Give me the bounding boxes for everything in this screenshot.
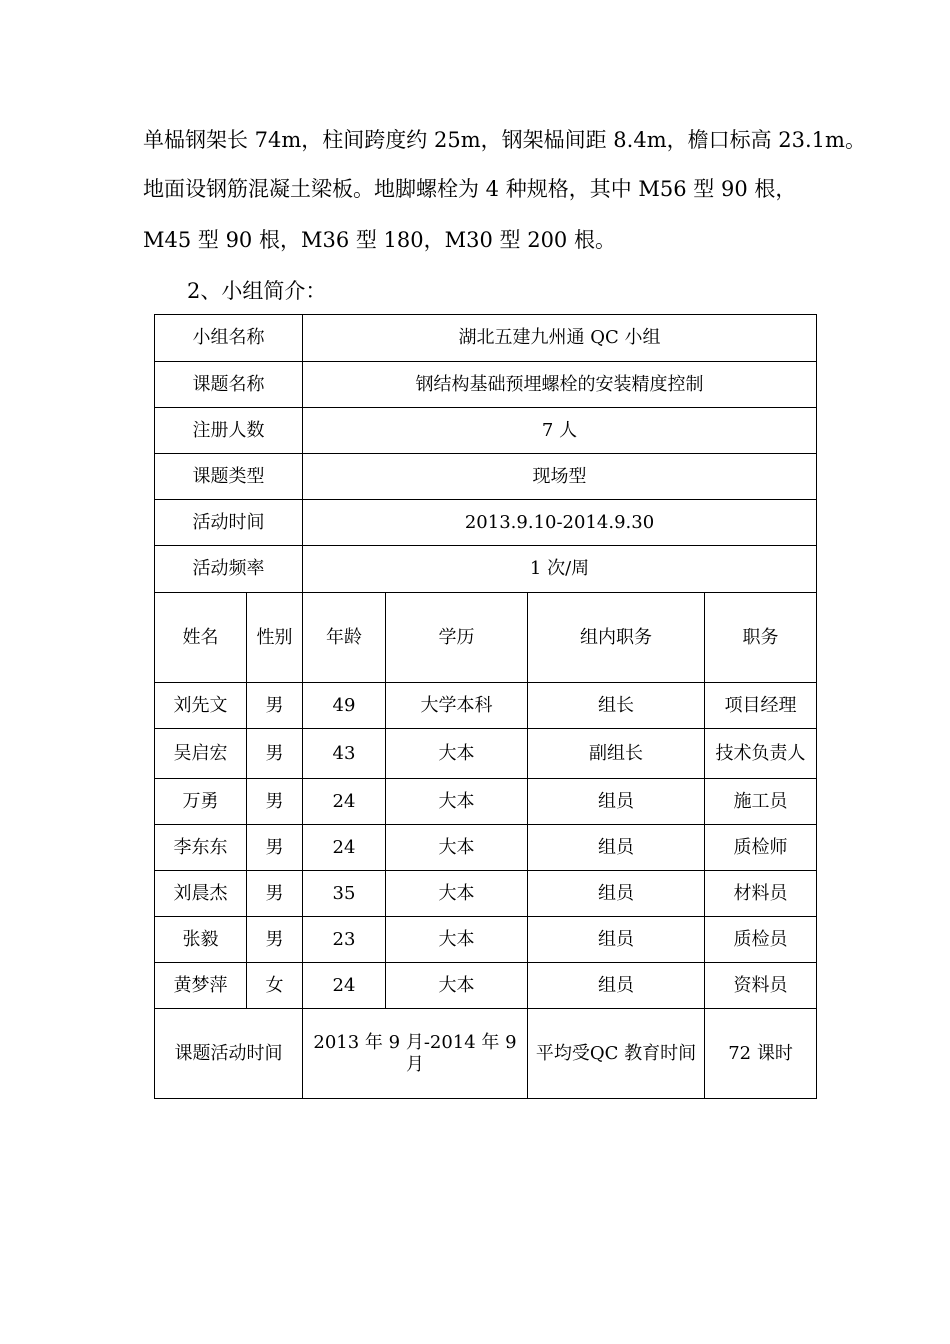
member-position: 材料员 <box>705 871 817 917</box>
info-value: 现场型 <box>303 454 817 500</box>
column-header: 年龄 <box>303 593 386 683</box>
member-name: 刘先文 <box>155 683 247 729</box>
section-heading: 2、小组简介： <box>187 279 327 303</box>
member-name: 李东东 <box>155 825 247 871</box>
activity-period-label: 课题活动时间 <box>155 1009 303 1099</box>
member-education: 大本 <box>386 825 528 871</box>
intro-paragraph-line-2: 地面设钢筋混凝土梁板。地脚螺栓为 4 种规格，其中 M56 型 90 根， <box>143 177 797 201</box>
info-value: 2013.9.10-2014.9.30 <box>303 500 817 546</box>
member-group-role: 组员 <box>528 963 705 1009</box>
member-group-role: 组长 <box>528 683 705 729</box>
info-row <box>155 315 817 362</box>
column-header: 职务 <box>705 593 817 683</box>
summary-row <box>155 1009 817 1099</box>
member-name: 万勇 <box>155 779 247 825</box>
info-row <box>155 546 817 593</box>
member-row <box>155 729 817 779</box>
member-education: 大本 <box>386 963 528 1009</box>
member-education: 大本 <box>386 871 528 917</box>
info-value: 7 人 <box>303 408 817 454</box>
info-label: 课题名称 <box>155 362 303 408</box>
activity-period-value: 2013 年 9 月-2014 年 9 月 <box>303 1009 528 1099</box>
member-age: 24 <box>303 779 386 825</box>
member-group-role: 副组长 <box>528 729 705 779</box>
member-name: 刘晨杰 <box>155 871 247 917</box>
member-age: 43 <box>303 729 386 779</box>
member-group-role: 组员 <box>528 825 705 871</box>
info-label: 活动时间 <box>155 500 303 546</box>
column-header: 性别 <box>247 593 303 683</box>
info-row <box>155 500 817 546</box>
member-gender: 男 <box>247 917 303 963</box>
info-value: 钢结构基础预埋螺栓的安装精度控制 <box>303 362 817 408</box>
member-education: 大学本科 <box>386 683 528 729</box>
member-age: 24 <box>303 963 386 1009</box>
info-value: 1 次/周 <box>303 546 817 593</box>
member-age: 49 <box>303 683 386 729</box>
member-header-row <box>155 593 817 683</box>
member-gender: 男 <box>247 683 303 729</box>
member-gender: 女 <box>247 963 303 1009</box>
info-label: 注册人数 <box>155 408 303 454</box>
member-position: 质检员 <box>705 917 817 963</box>
member-name: 吴启宏 <box>155 729 247 779</box>
info-row <box>155 408 817 454</box>
member-age: 23 <box>303 917 386 963</box>
member-row <box>155 683 817 729</box>
member-position: 技术负责人 <box>705 729 817 779</box>
member-gender: 男 <box>247 825 303 871</box>
intro-paragraph-line-3: M45 型 90 根，M36 型 180，M30 型 200 根。 <box>143 228 616 252</box>
member-group-role: 组员 <box>528 779 705 825</box>
member-age: 35 <box>303 871 386 917</box>
qc-group-table <box>154 314 817 1099</box>
member-position: 资料员 <box>705 963 817 1009</box>
member-age: 24 <box>303 825 386 871</box>
info-value: 湖北五建九州通 QC 小组 <box>303 315 817 362</box>
member-position: 施工员 <box>705 779 817 825</box>
info-row <box>155 454 817 500</box>
member-row <box>155 871 817 917</box>
member-education: 大本 <box>386 917 528 963</box>
member-gender: 男 <box>247 729 303 779</box>
member-name: 黄梦萍 <box>155 963 247 1009</box>
column-header: 姓名 <box>155 593 247 683</box>
member-row <box>155 963 817 1009</box>
info-row <box>155 362 817 408</box>
info-label: 课题类型 <box>155 454 303 500</box>
info-label: 活动频率 <box>155 546 303 593</box>
member-education: 大本 <box>386 779 528 825</box>
member-row <box>155 779 817 825</box>
member-gender: 男 <box>247 871 303 917</box>
member-row <box>155 917 817 963</box>
member-position: 质检师 <box>705 825 817 871</box>
intro-paragraph-line-1: 单榀钢架长 74m，柱间跨度约 25m，钢架榀间距 8.4m，檐口标高 23.1m。 <box>143 128 866 152</box>
member-gender: 男 <box>247 779 303 825</box>
info-label: 小组名称 <box>155 315 303 362</box>
member-group-role: 组员 <box>528 917 705 963</box>
column-header: 学历 <box>386 593 528 683</box>
column-header: 组内职务 <box>528 593 705 683</box>
member-row <box>155 825 817 871</box>
member-name: 张毅 <box>155 917 247 963</box>
member-education: 大本 <box>386 729 528 779</box>
member-group-role: 组员 <box>528 871 705 917</box>
education-hours-label: 平均受QC 教育时间 <box>528 1009 705 1099</box>
member-position: 项目经理 <box>705 683 817 729</box>
education-hours-value: 72 课时 <box>705 1009 817 1099</box>
